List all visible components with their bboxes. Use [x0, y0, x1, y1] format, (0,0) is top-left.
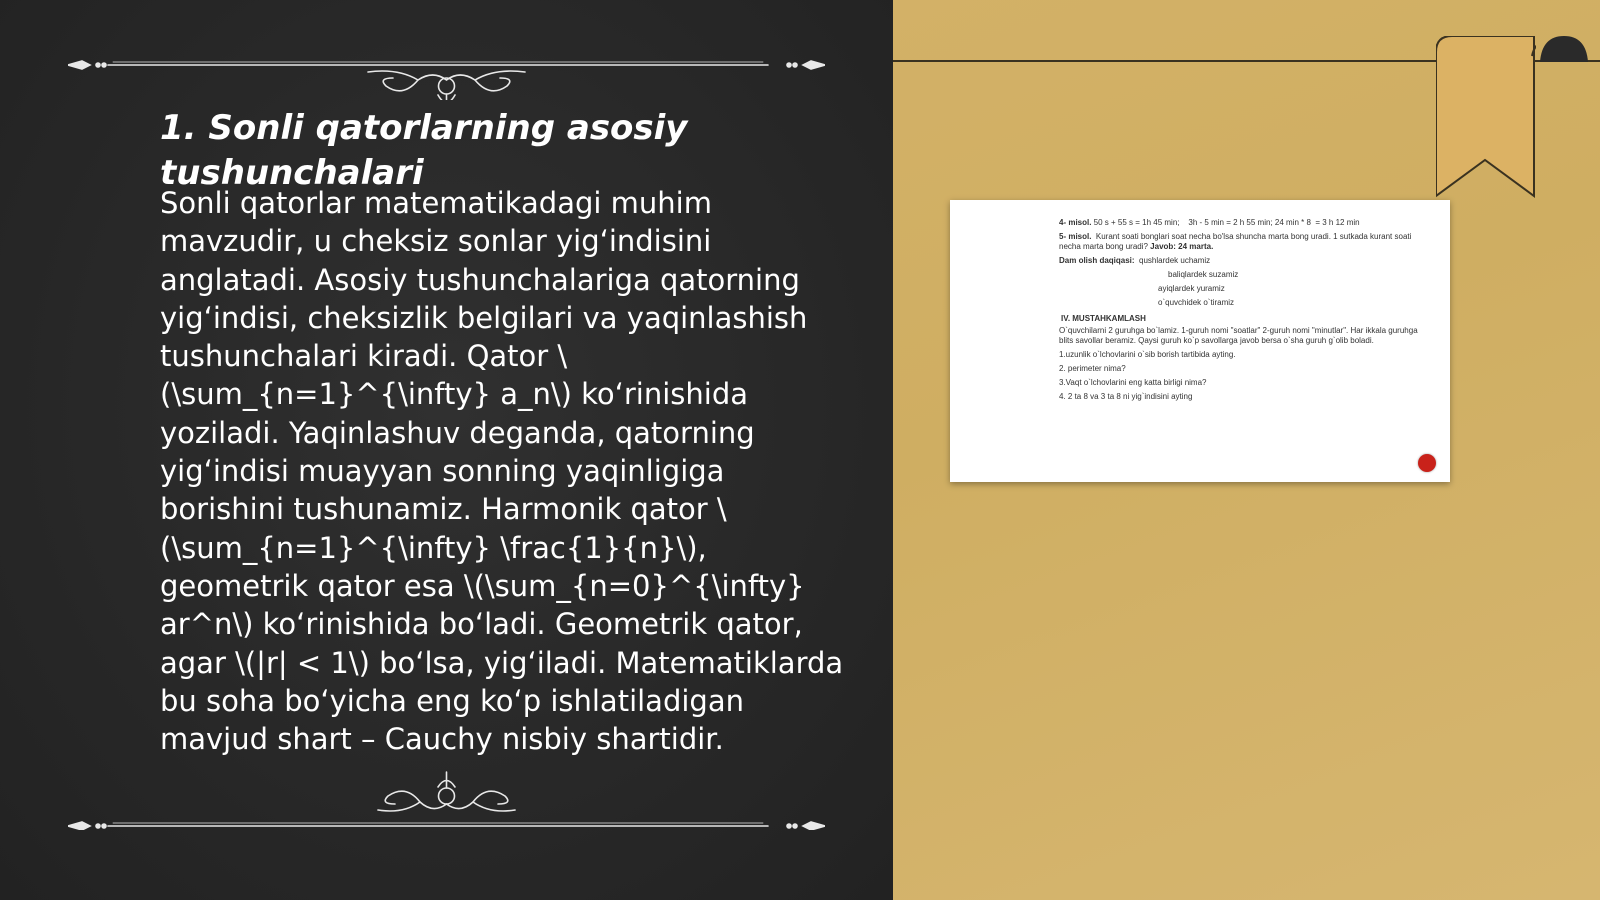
ribbon-bookmark-icon: [1436, 36, 1536, 198]
doc-line: ayiqlardek yuramiz: [1158, 284, 1225, 293]
doc-text: qushlardek uchamiz: [1134, 256, 1211, 265]
ribbon-roll-icon: [1538, 36, 1590, 64]
doc-line-break: [1059, 256, 1419, 266]
document-image: [950, 200, 1450, 482]
doc-text: Kurant soati bonglari soat necha bo'lsa shuncha marta bong uradi. 1 sutkada kurant soati necha marta bong uradi?: [1059, 232, 1414, 251]
top-ornament-icon: [68, 40, 825, 100]
doc-label: Dam olish daqiqasi:: [1059, 256, 1135, 265]
doc-text: 50 s + 55 s = 1h 45 min; 3h - 5 min = 2 h 55 min; 24 min * 8 = 3 h 12 min: [1091, 218, 1360, 227]
doc-line-example-5: [1059, 232, 1419, 252]
doc-line: 1.uzunlik o`lchovlarini o`sib borish tartibida ayting.: [1059, 350, 1236, 359]
doc-answer: Javob: 24 marta.: [1150, 242, 1214, 251]
slide-body-text: Sonli qatorlar matematikadagi muhim mavzudir, u cheksiz sonlar yig‘indisini anglatadi. Asosiy tushunchalariga qatorning yig‘indisi, cheksizlik belgilari va yaqinlashish tushunchalari kiradi. Qator \(\sum_{n=1}^{\infty} a_n\) ko‘rinishida yoziladi. Yaqinlashuv deganda, qatorning yig‘indisi muayyan sonning yaqinligiga borishini tushunamiz. Harmonik qator \(\sum_{n=1}^{\infty} \frac{1}{n}\), geometrik qator esa \(\sum_{n=0}^{\infty} ar^n\) ko‘rinishida bo‘ladi. Geometrik qator, agar \(|r| < 1\) bo‘lsa, yig‘iladi. Matematiklarda bu soha bo‘yicha eng ko‘p ishlatiladigan mavjud shart – Cauchy nisbiy shartidir.: [160, 186, 844, 757]
slide-title: 1. Sonli qatorlarning asosiy tushunchalari: [160, 108, 688, 193]
doc-line: O`quvchilarni 2 guruhga bo`lamiz. 1-guruh nomi "soatlar" 2-guruh nomi "minutlar". Har ikkala guruhga blits savollar beramiz. Qaysi guruh ko`p savollarga javob bersa o`sha guruh g`olib boladi.: [1059, 326, 1420, 345]
doc-label: 5- misol.: [1059, 232, 1092, 241]
red-dot-icon: [1418, 454, 1436, 472]
doc-line: 2. perimeter nima?: [1059, 364, 1126, 373]
doc-line: baliqlardek suzamiz: [1168, 270, 1239, 279]
doc-line: 3.Vaqt o`lchovlarini eng katta birligi nima?: [1059, 378, 1207, 387]
doc-heading: IV. MUSTAHKAMLASH: [1061, 314, 1146, 323]
doc-line: o`quvchidek o`tiramiz: [1158, 298, 1235, 307]
doc-label: 4- misol.: [1059, 218, 1092, 227]
bottom-ornament-icon: [68, 770, 825, 830]
doc-line-example-4: [1059, 218, 1419, 228]
document-text: [1059, 218, 1419, 402]
doc-line: 4. 2 ta 8 va 3 ta 8 ni yig`indisini ayting: [1059, 392, 1193, 401]
